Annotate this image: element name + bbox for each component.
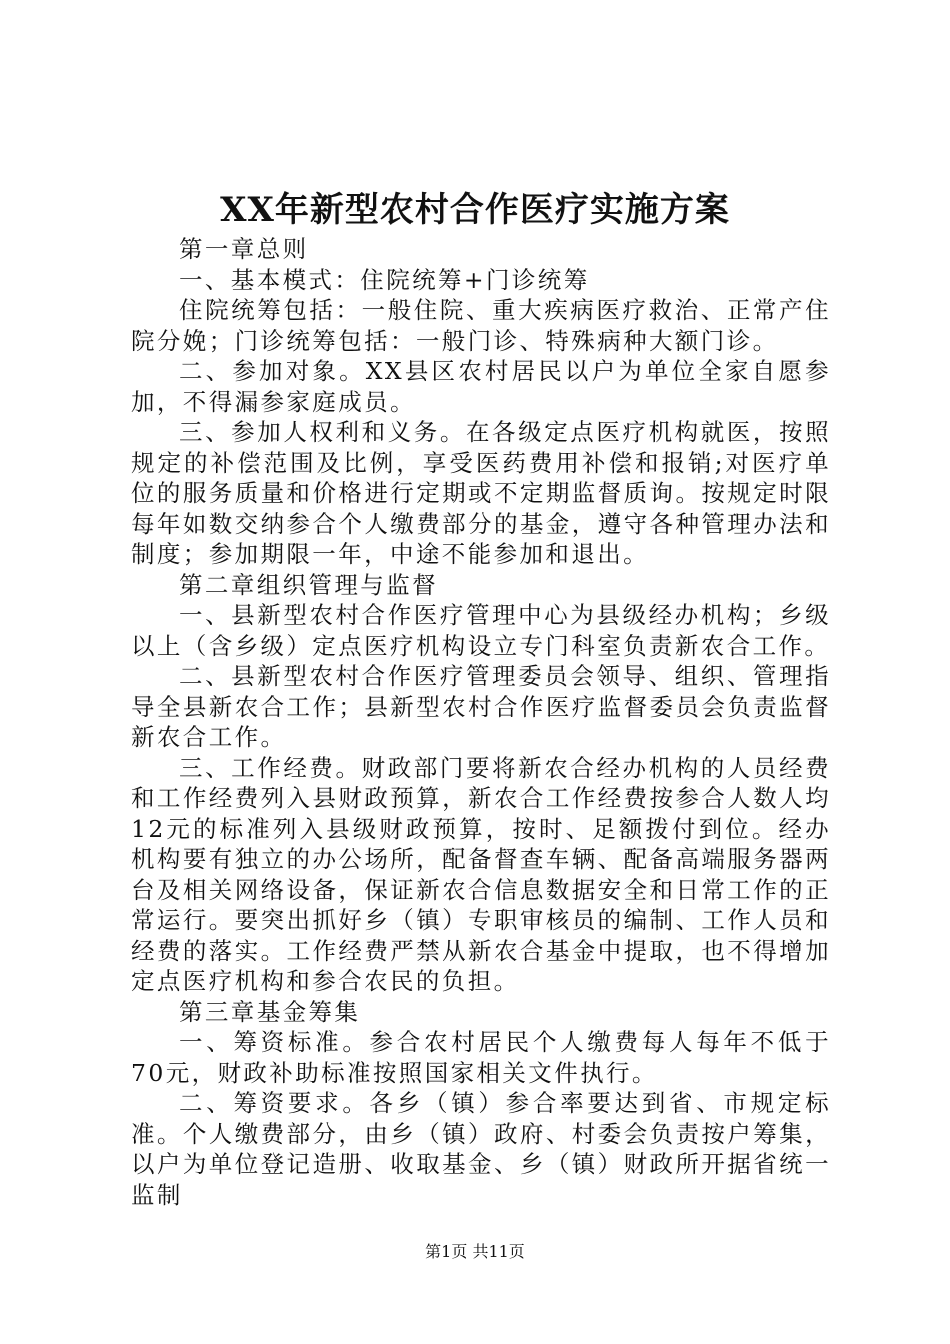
body-paragraph: 二、县新型农村合作医疗管理委员会领导、组织、管理指导全县新农合工作；县新型农村合作医疗监督委员会负责监督新农合工作。 [131, 662, 831, 751]
body-paragraph: 二、参加对象。XX县区农村居民以户为单位全家自愿参加，不得漏参家庭成员。 [131, 357, 831, 416]
body-paragraph: 一、筹资标准。参合农村居民个人缴费每人每年不低于70元，财政补助标准按照国家相关文件执行。 [131, 1028, 831, 1087]
chapter-heading: 第一章总则 [179, 235, 309, 263]
body-paragraph: 住院统筹包括：一般住院、重大疾病医疗救治、正常产住院分娩；门诊统筹包括：一般门诊、特殊病种大额门诊。 [131, 296, 831, 355]
body-paragraph: 三、工作经费。财政部门要将新农合经办机构的人员经费和工作经费列入县财政预算，新农合工作经费按参合人数人均12元的标准列入县级财政预算，按时、足额拨付到位。经办机构要有独立的办公场所，配备督查车辆、配备高端服务器两台及相关网络设备，保证新农合信息数据安全和日常工作的正常运行。要突出抓好乡（镇）专职审核员的编制、工作人员和经费的落实。工作经费严禁从新农合基金中提取，也不得增加定点医疗机构和参合农民的负担。 [131, 753, 831, 995]
body-paragraph: 一、县新型农村合作医疗管理中心为县级经办机构；乡级以上（含乡级）定点医疗机构设立专门科室负责新农合工作。 [131, 601, 831, 660]
body-paragraph: 二、筹资要求。各乡（镇）参合率要达到省、市规定标准。个人缴费部分，由乡（镇）政府、村委会负责按户筹集，以户为单位登记造册、收取基金、乡（镇）财政所开据省统一监制 [131, 1089, 831, 1209]
chapter-heading: 第二章组织管理与监督 [179, 570, 438, 599]
body-paragraph: 三、参加人权利和义务。在各级定点医疗机构就医，按照规定的补偿范围及比例，享受医药费用补偿和报销;对医疗单位的服务质量和价格进行定期或不定期监督质询。按规定时限每年如数交纳参合个人缴费部分的基金，遵守各种管理办法和制度；参加期限一年，中途不能参加和退出。 [131, 418, 831, 568]
document-title: XX年新型农村合作医疗实施方案 [220, 190, 730, 230]
chapter-heading: 第三章基金筹集 [179, 997, 361, 1026]
page-number-footer: 第1页 共11页 [425, 1242, 525, 1261]
body-paragraph: 一、基本模式：住院统筹+门诊统筹 [179, 265, 590, 294]
document-body [131, 234, 831, 1210]
